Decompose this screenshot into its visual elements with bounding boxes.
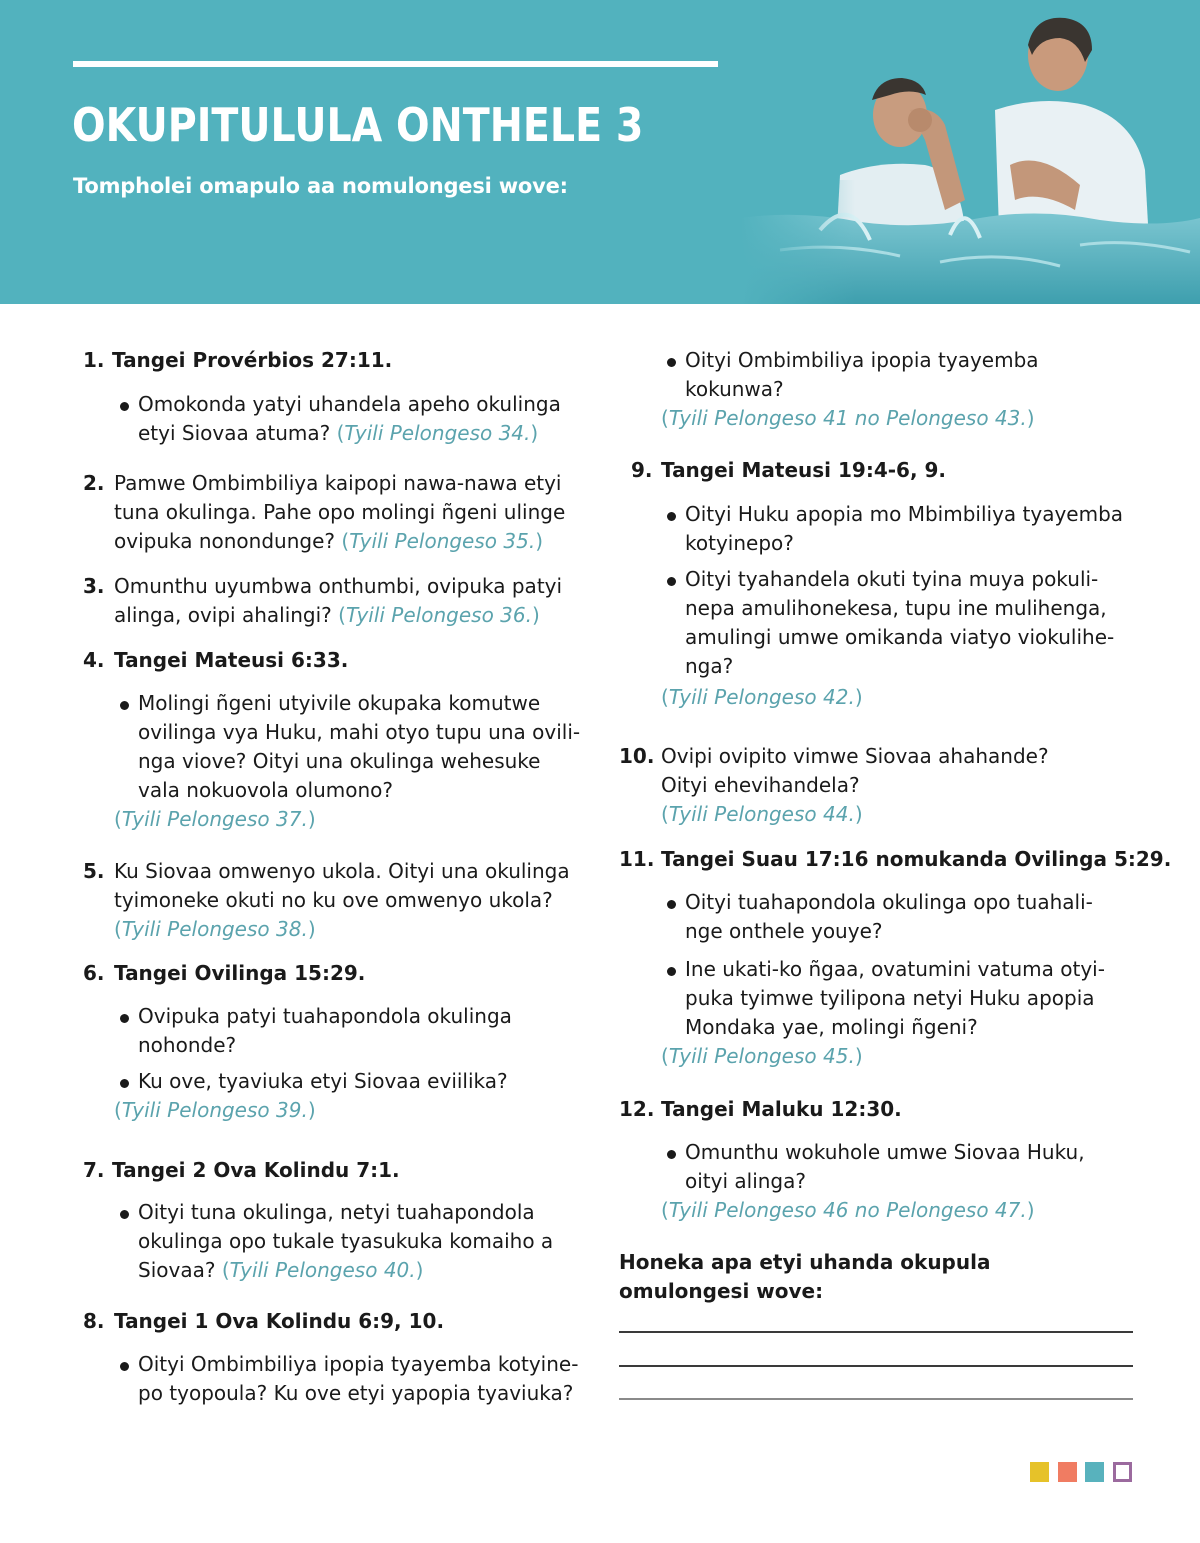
reference-link[interactable]: (Tyili Pelongeso 34.) [336, 421, 539, 445]
bullet-icon [667, 900, 676, 909]
notes-write-line[interactable] [619, 1331, 1133, 1333]
page-subtitle: Tompholei omapulo aa nomulongesi wove: [73, 174, 568, 198]
baptism-illustration [740, 0, 1200, 304]
question-9-bullet-2: Oityi tyahandela okuti tyina muya pokuli- nepa amulihonekesa, tupu ine mulihenga, amulingi umwe omikanda viatyo viokulihe- nga? [685, 565, 1114, 681]
question-heading: Tangei Maluku 12:30. [661, 1097, 902, 1121]
question-number: 5. [83, 859, 105, 883]
bullet-icon [120, 1079, 129, 1088]
reference-link[interactable]: (Tyili Pelongeso 35.) [341, 529, 543, 553]
notes-write-line[interactable] [619, 1398, 1133, 1400]
reference-link[interactable]: (Tyili Pelongeso 42.) [661, 685, 863, 709]
question-8-reference [661, 404, 1035, 433]
page-title: OKUPITULULA ONTHELE 3 [72, 98, 644, 152]
bullet-icon [667, 967, 676, 976]
question-heading: Tangei Ovilinga 15:29. [114, 961, 366, 985]
notes-prompt: Honeka apa etyi uhanda okupula omulongesi wove: [619, 1250, 991, 1303]
question-11-bullet-1: Oityi tuahapondola okulinga opo tuahali- nge onthele youye? [685, 888, 1093, 946]
question-number: 11. [619, 847, 655, 871]
question-12-bullet: Omunthu wokuhole umwe Siovaa Huku, oityi alinga? [685, 1138, 1085, 1196]
question-11-reference [661, 1042, 863, 1071]
question-heading: Tangei 1 Ova Kolindu 6:9, 10. [114, 1309, 445, 1333]
question-1-bullet: Omokonda yatyi uhandela apeho okulinga etyi Siovaa atuma? (Tyili Pelongeso 34.) [138, 390, 561, 448]
question-8-bullet-2: Oityi Ombimbiliya ipopia tyayemba kokunwa? [685, 346, 1039, 404]
question-number: 2. [83, 471, 105, 495]
reference-link[interactable]: (Tyili Pelongeso 40.) [221, 1258, 424, 1282]
question-heading: Tangei Mateusi 19:4-6, 9. [661, 458, 947, 482]
question-heading: Tangei Mateusi 6:33. [114, 648, 349, 672]
bullet-icon [120, 1014, 129, 1023]
question-4-reference [114, 805, 316, 834]
teal-square-icon [1085, 1462, 1104, 1482]
question-12-reference [661, 1196, 1035, 1225]
question-6-bullet-1: Ovipuka patyi tuahapondola okulinga nohonde? [138, 1002, 512, 1060]
question-heading: Tangei Provérbios 27:11. [112, 348, 393, 372]
question-8-bullet-1: Oityi Ombimbiliya ipopia tyayemba kotyine- po tyopoula? Ku ove etyi yapopia tyaviuka? [138, 1350, 578, 1408]
question-11-bullet-2: Ine ukati-ko ñgaa, ovatumini vatuma otyi- puka tyimwe tyilipona netyi Huku apopia Mondaka yae, molingi ñgeni? [685, 955, 1105, 1042]
question-9-reference [661, 683, 863, 712]
bullet-icon [667, 512, 676, 521]
bullet-icon [667, 1150, 676, 1159]
question-6-reference [114, 1096, 316, 1125]
question-number: 4. [83, 648, 105, 672]
question-number: 12. [619, 1097, 655, 1121]
reference-link[interactable]: (Tyili Pelongeso 41 no Pelongeso 43.) [661, 406, 1035, 430]
yellow-square-icon [1030, 1462, 1049, 1482]
question-9-bullet-1: Oityi Huku apopia mo Mbimbiliya tyayemba kotyinepo? [685, 500, 1123, 558]
salmon-square-icon [1058, 1462, 1077, 1482]
purple-outline-square-icon [1113, 1462, 1132, 1482]
question-number: 7. [83, 1158, 105, 1182]
question-number: 9. [631, 458, 653, 482]
question-number: 3. [83, 574, 105, 598]
notes-write-line[interactable] [619, 1365, 1133, 1367]
bullet-icon [120, 1362, 129, 1371]
reference-link[interactable]: (Tyili Pelongeso 45.) [661, 1044, 863, 1068]
reference-link[interactable]: (Tyili Pelongeso 37.) [114, 807, 316, 831]
question-4-bullet: Molingi ñgeni utyivile okupaka komutwe ovilinga vya Huku, mahi otyo tupu una ovili- nga viove? Oityi una okulinga wehesuke vala nokuovola olumono? [138, 689, 580, 805]
bullet-icon [667, 577, 676, 586]
header-banner [0, 0, 1200, 304]
question-number: 10. [619, 744, 655, 768]
header-rule [73, 61, 718, 67]
question-6-bullet-2: Ku ove, tyaviuka etyi Siovaa eviilika? [138, 1067, 508, 1096]
question-heading: Tangei Suau 17:16 nomukanda Ovilinga 5:29. [661, 847, 1172, 871]
reference-link[interactable]: (Tyili Pelongeso 39.) [114, 1098, 316, 1122]
question-7-bullet: Oityi tuna okulinga, netyi tuahapondola okulinga opo tukale tyasukuka komaiho a Siovaa? (Tyili Pelongeso 40.) [138, 1198, 553, 1285]
reference-link[interactable]: (Tyili Pelongeso 44.) [661, 802, 863, 826]
bullet-icon [120, 1210, 129, 1219]
question-heading: Tangei 2 Ova Kolindu 7:1. [112, 1158, 400, 1182]
reference-link[interactable]: (Tyili Pelongeso 36.) [338, 603, 540, 627]
question-number: 1. [83, 348, 105, 372]
question-number: 8. [83, 1309, 105, 1333]
bullet-icon [120, 701, 129, 710]
bullet-icon [667, 358, 676, 367]
question-number: 6. [83, 961, 105, 985]
reference-link[interactable]: (Tyili Pelongeso 38.) [114, 917, 316, 941]
bullet-icon [120, 402, 129, 411]
reference-link[interactable]: (Tyili Pelongeso 46 no Pelongeso 47.) [661, 1198, 1035, 1222]
